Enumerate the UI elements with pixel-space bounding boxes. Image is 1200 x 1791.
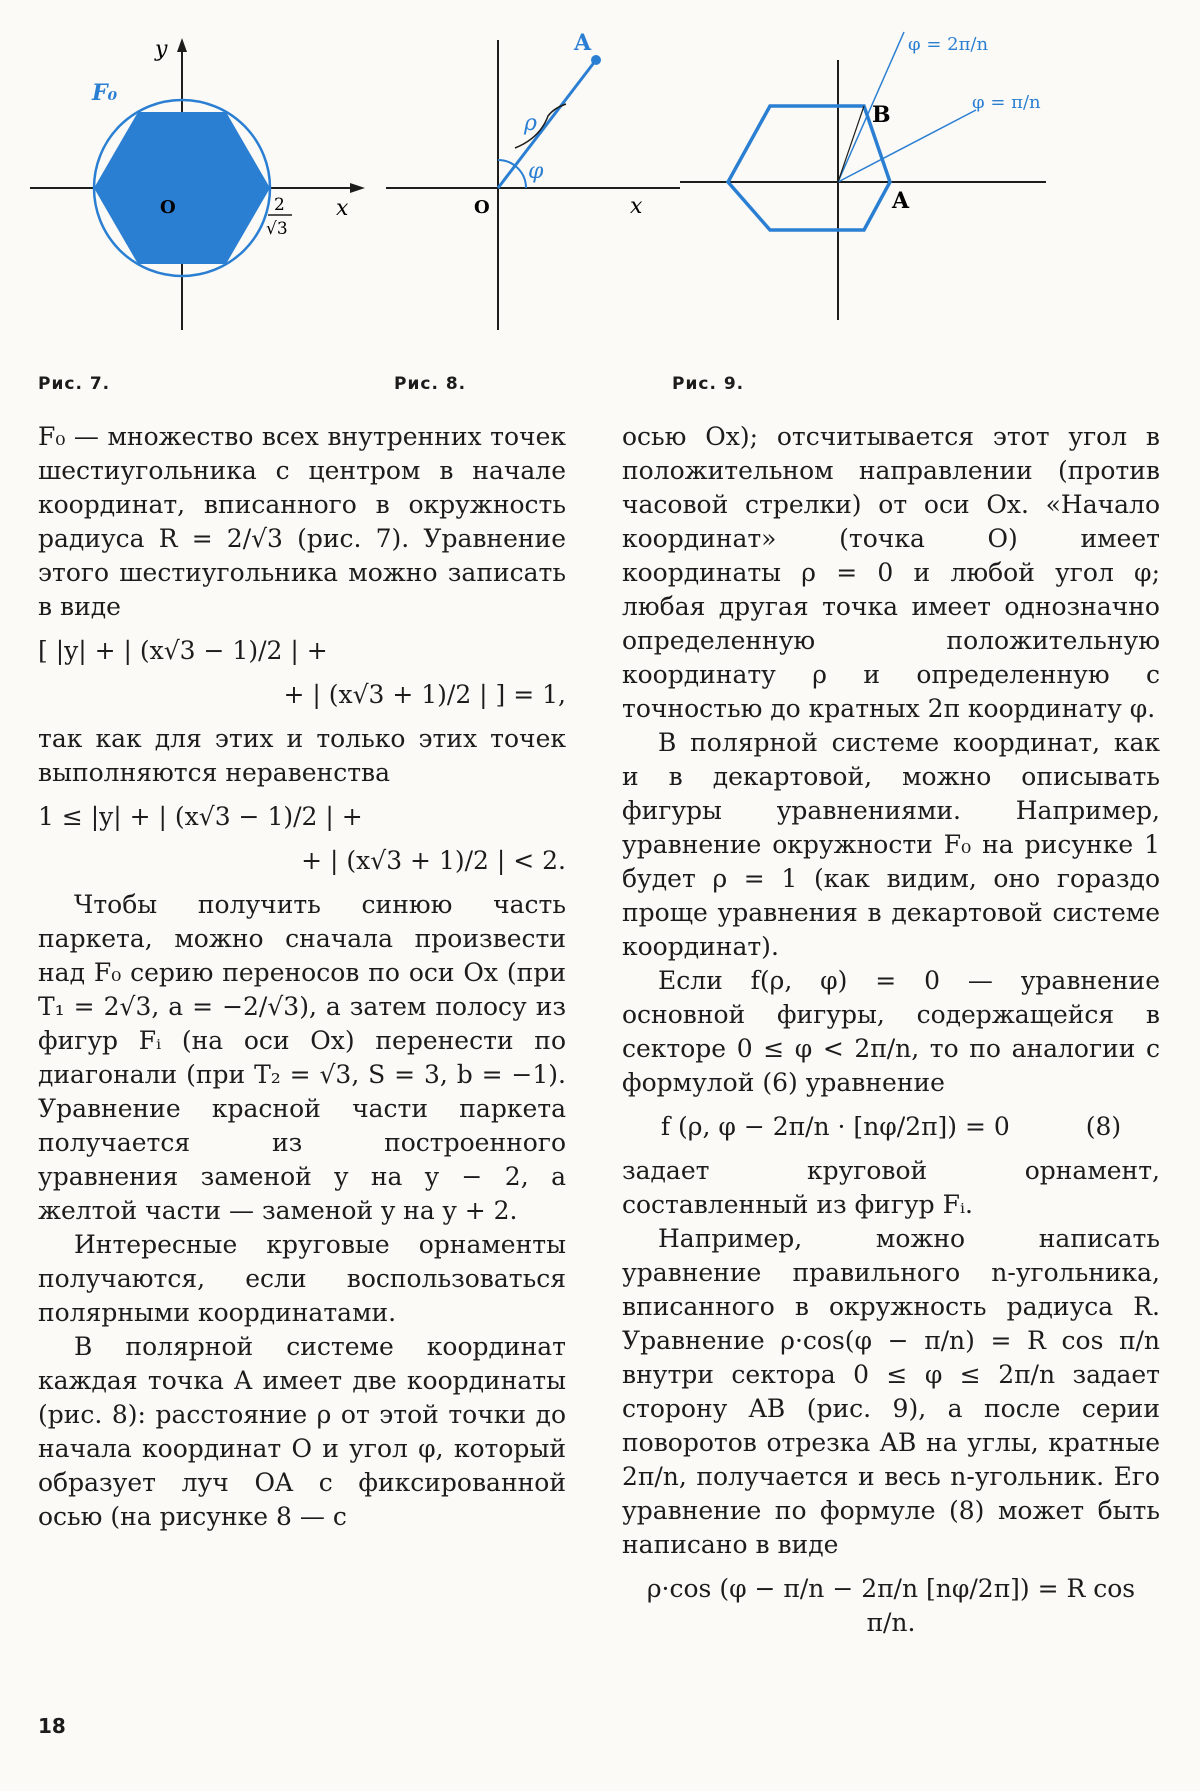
phi-label: φ [528, 159, 544, 184]
right-paragraph-1: осью Ox); отсчитывается этот угол в положительном направлении (против часовой стрелки) от оси Ox. «Начало координат» (точка O) имеет координаты ρ = 0 и любой угол φ; любая другая точка имеет однозначно определенную положительную координату ρ и определенную с точностью до кратных 2π координату φ. [622, 422, 1160, 723]
ray1-label: φ = 2π/n [908, 34, 989, 55]
figure-9 [676, 20, 1096, 340]
figure-8 [380, 20, 700, 340]
equation-2b: + | (x√3 + 1)/2 | < 2. [301, 846, 566, 875]
y-axis-label: y [155, 37, 168, 62]
figure-9-caption: Рис. 9. [672, 374, 745, 394]
right-paragraph-4: задает круговой орнамент, составленный из фигур Fᵢ. [622, 1156, 1160, 1219]
right-paragraph-2: В полярной системе координат, как и в декартовой, можно описывать фигуры уравнениями. Например, уравнение окружности F₀ на рисунке 1 будет ρ = 1 (как видим, оно гораздо проще уравнения в декартовой системе координат). [622, 728, 1160, 961]
radius-numerator: 2 [274, 195, 285, 215]
page-number: 18 [38, 1714, 66, 1738]
figure-8-caption: Рис. 8. [394, 374, 467, 394]
hexagon-f0 [94, 112, 270, 264]
y-axis-arrow [177, 38, 187, 52]
x-axis-label: x [630, 194, 643, 219]
equation-8 [622, 1110, 1160, 1144]
equation-1b: + | (x√3 + 1)/2 | ] = 1, [283, 680, 566, 709]
point-a-dot [591, 55, 601, 65]
ray2-label: φ = π/n [972, 92, 1041, 113]
origin-label: O [474, 197, 490, 218]
point-a-label: A [892, 188, 910, 214]
left-paragraph-3: Чтобы получить синюю часть паркета, можно сначала произвести над F₀ серию переносов по оси Ox (при T₁ = 2√3, a = −2/√3), а затем полосу из фигур Fᵢ (на оси Ox) перенести по диагонали (при T₂ = √3, S = 3, b = −1). Уравнение красной части паркета получается из построенного уравнения заменой y на y − 2, а желтой части — заменой y на y + 2. [38, 890, 566, 1225]
equation-2a: 1 ≤ |y| + | (x√3 − 1)/2 | + [38, 802, 363, 831]
right-paragraph-5: Например, можно написать уравнение правильного n-угольника, вписанного в окружность радиуса R. Уравнение ρ·cos(φ − π/n) = R cos π/n внутри сектора 0 ≤ φ ≤ 2π/n задает сторону AB (рис. 9), а после серии поворотов отрезка AB на углы, кратные 2π/n, получается и весь n-угольник. Его уравнение по формуле (8) может быть написано в виде [622, 1224, 1160, 1559]
radius-denominator: √3 [266, 219, 288, 239]
right-column [622, 420, 1160, 1650]
region-label: F₀ [92, 80, 118, 106]
x-axis-label: x [336, 196, 349, 221]
left-paragraph-1: F₀ — множество всех внутренних точек шестиугольника с центром в начале координат, вписанного в окружность радиуса R = 2/√3 (рис. 7). Уравнение этого шестиугольника можно записать в виде [38, 422, 566, 621]
rho-label: ρ [524, 111, 537, 136]
equation-8-body: f (ρ, φ − 2π/n · [nφ/2π]) = 0 [660, 1112, 1010, 1141]
left-paragraph-2: так как для этих и только этих точек выполняются неравенства [38, 724, 566, 787]
right-paragraph-3: Если f(ρ, φ) = 0 — уравнение основной фигуры, содержащейся в секторе 0 ≤ φ < 2π/n, то по аналогии с формулой (6) уравнение [622, 966, 1160, 1097]
equation-1a: [ |y| + | (x√3 − 1)/2 | + [38, 636, 328, 665]
figure-8-graphic [380, 20, 700, 340]
ray-oa [498, 60, 596, 188]
figure-7-caption: Рис. 7. [38, 374, 111, 394]
left-column [38, 420, 566, 1534]
point-a-label: A [574, 30, 592, 56]
left-paragraph-4: Интересные круговые орнаменты получаются, если воспользоваться полярными координатами. [38, 1230, 566, 1327]
left-paragraph-5: В полярной системе координат каждая точка A имеет две координаты (рис. 8): расстояние ρ от этой точки до начала координат O и угол φ, который образует луч OA с фиксированной осью (на рисунке 8 — с [38, 1332, 566, 1531]
x-axis-arrow [350, 183, 365, 193]
equation-9: ρ·cos (φ − π/n − 2π/n [nφ/2π]) = R cos π/n. [646, 1574, 1136, 1637]
equation-8-number: (8) [1085, 1112, 1122, 1141]
origin-label: O [160, 197, 176, 218]
point-b-label: B [872, 102, 891, 128]
figure-7-graphic [20, 20, 380, 340]
figure-9-graphic [676, 20, 1096, 340]
figure-7 [20, 20, 380, 340]
